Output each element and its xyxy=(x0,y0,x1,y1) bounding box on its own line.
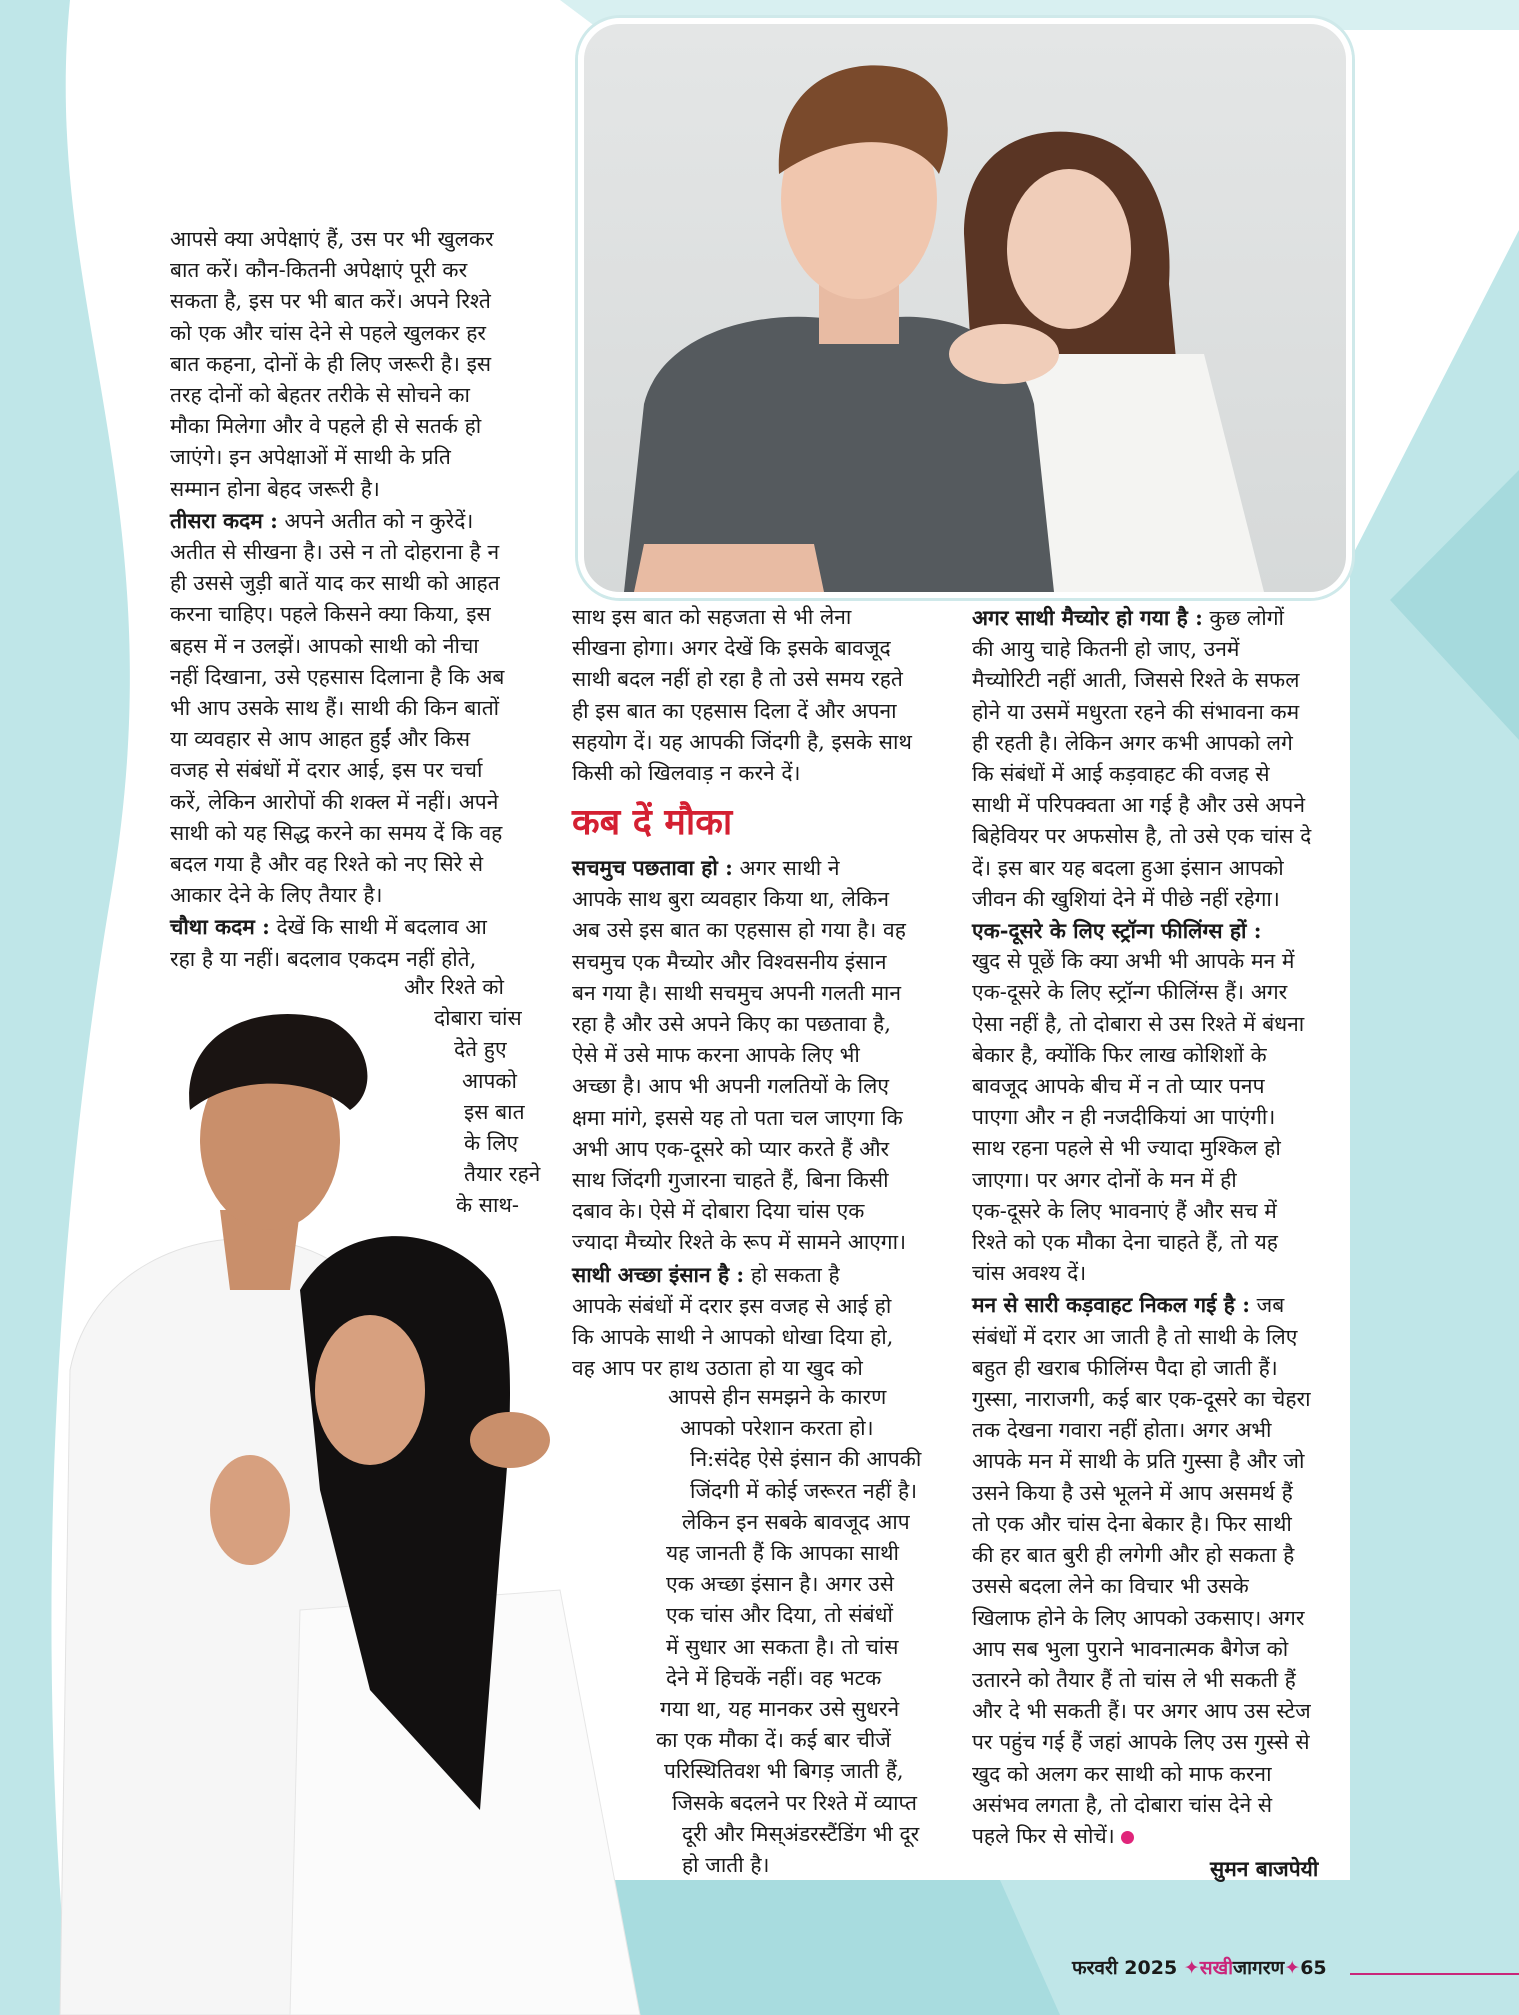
text-line: सकता है, इस पर भी बात करें। अपने रिश्ते xyxy=(170,289,491,314)
text-line: लेकिन इन सबके बावजूद आप xyxy=(682,1509,910,1534)
text-line: आपके साथ बुरा व्यवहार किया था, लेकिन xyxy=(572,887,890,912)
text-line: आकार देने के लिए तैयार है। xyxy=(170,883,383,908)
text-line: आपसे क्या अपेक्षाएं हैं, उस पर भी खुलकर xyxy=(170,227,494,251)
text-line: साथ इस बात को सहजता से भी लेना xyxy=(572,605,852,629)
text-line: रहा है और उसे अपने किए का पछतावा है, xyxy=(572,1012,891,1037)
text-line: एक-दूसरे के लिए स्ट्रॉन्ग फीलिंग्स हैं। अगर xyxy=(972,980,1288,1005)
text-line: जाएगा। पर अगर दोनों के मन में ही xyxy=(972,1167,1237,1192)
text-line: के साथ- xyxy=(456,1193,519,1218)
text-line: भी आप उसके साथ हैं। साथी की किन बातों xyxy=(170,696,500,721)
section-heading: कब दें मौका xyxy=(572,802,733,843)
text-line: बहुत ही खराब फीलिंग्स पैदा हो जाती हैं। xyxy=(972,1355,1278,1380)
text-line: अतीत से सीखना है। उसे न तो दोहराना है न xyxy=(170,540,500,565)
text-line: या व्यवहार से आप आहत हुईं और किस xyxy=(170,727,471,752)
text-line: अच्छा है। आप भी अपनी गलतियों के लिए xyxy=(572,1074,889,1099)
text-line: वह आप पर हाथ उठाता हो या खुद को xyxy=(572,1356,863,1381)
text-line: दूरी और मिस्अंडरस्टैंडिंग भी दूर xyxy=(682,1821,920,1846)
text-line: सम्मान होना बेहद जरूरी है। xyxy=(170,476,380,501)
text-line: उससे बदला लेने का विचार भी उसके xyxy=(972,1574,1249,1599)
text-line: इस बात xyxy=(464,1099,525,1124)
text-line: मौका मिलेगा और वे पहले ही से सतर्क हो xyxy=(170,414,482,439)
text-line: एक अच्छा इंसान है। अगर उसे xyxy=(666,1572,894,1597)
text-line: जिंदगी में कोई जरूरत नहीं है। xyxy=(690,1478,918,1503)
text-line: साथ जिंदगी गुजारना चाहते हैं, बिना किसी xyxy=(572,1168,889,1193)
issue-date: फरवरी 2025 xyxy=(1072,1957,1178,1979)
text-line: जाएंगे। इन अपेक्षाओं में साथी के प्रति xyxy=(170,445,451,470)
text-line: आपके मन में साथी के प्रति गुस्सा है और जो xyxy=(972,1449,1305,1474)
couple-photo-top xyxy=(578,18,1352,598)
text-line: खुद को अलग कर साथी को माफ करना xyxy=(972,1761,1272,1786)
text-line: आपसे हीन समझने के कारण xyxy=(668,1385,887,1409)
text-line: परिस्थितिवश भी बिगड़ जाती हैं, xyxy=(664,1759,904,1784)
text-line: एक-दूसरे के लिए भावनाएं हैं और सच में xyxy=(972,1198,1277,1223)
text-line: देते हुए xyxy=(454,1037,507,1062)
text-line: बेकार है, क्योंकि फिर लाख कोशिशों के xyxy=(972,1042,1267,1067)
text-line: सचमुच एक मैच्योर और विश्वसनीय इंसान xyxy=(572,949,887,974)
text-line: किसी को खिलवाड़ न करने दें। xyxy=(572,761,801,786)
text-line: के लिए xyxy=(464,1131,519,1156)
brand-name-a: सखी xyxy=(1199,1957,1234,1979)
text-line: की हर बात बुरी ही लगेगी और हो सकता है xyxy=(972,1543,1295,1568)
text-line: साथ रहना पहले से भी ज्यादा मुश्किल हो xyxy=(972,1136,1281,1161)
star-icon: ✦ xyxy=(1284,1957,1301,1979)
text-line: देखें कि साथी में बदलाव आ xyxy=(269,915,487,940)
subhead-label: सचमुच पछतावा हो : xyxy=(572,855,733,880)
text-line: सहयोग दें। यह आपकी जिंदगी है, इसके साथ xyxy=(572,729,912,754)
text-line: पाएगा और न ही नजदीकियां आ पाएंगी। xyxy=(972,1105,1276,1130)
subhead-label: मन से सारी कड़वाहट निकल गई है : xyxy=(972,1292,1250,1318)
text-line: की आयु चाहे कितनी हो जाए, उनमें xyxy=(972,637,1240,662)
text-line: अगर साथी ने xyxy=(732,856,840,880)
column-2-wrap xyxy=(0,1382,921,1881)
end-mark-icon xyxy=(1121,1831,1134,1844)
text-line: आपको परेशान करता हो। xyxy=(680,1416,874,1441)
text-line: साथी को यह सिद्ध करने का समय दें कि वह xyxy=(170,820,503,845)
author-byline: सुमन बाजपेयी xyxy=(1210,1856,1319,1881)
text-line: बदल गया है और वह रिश्ते को नए सिरे से xyxy=(170,852,484,877)
text-line: खिलाफ होने के लिए आपको उकसाए। अगर xyxy=(972,1605,1305,1630)
text-line: बात कहना, दोनों के ही लिए जरूरी है। इस xyxy=(170,351,492,376)
col1-intro xyxy=(170,224,504,505)
text-line: हो सकता है xyxy=(744,1262,840,1287)
text-line: संबंधों में दरार आ जाती है तो साथी के लिए xyxy=(972,1324,1298,1349)
text-line: आपको xyxy=(462,1068,517,1093)
text-line: चांस अवश्य दें। xyxy=(972,1261,1087,1286)
text-line: करें, लेकिन आरोपों की शक्ल में नहीं। अपने xyxy=(170,789,499,814)
step-4 xyxy=(170,911,504,974)
text-line: अभी आप एक-दूसरे को प्यार करते हैं और xyxy=(572,1136,890,1161)
text-line: ऐसा नहीं है, तो दोबारा से उस रिश्ते में बंधना xyxy=(972,1011,1305,1036)
text-line: दोबारा चांस xyxy=(434,1006,522,1031)
text-line: ही रहती है। लेकिन अगर कभी आपको लगे xyxy=(972,730,1293,755)
text-line: पहले फिर से सोचें। xyxy=(972,1823,1115,1848)
text-line: नि:संदेह ऐसे इंसान की आपकी xyxy=(690,1447,922,1472)
text-line: पर पहुंच गई हैं जहां आपके लिए उस गुस्से से xyxy=(972,1730,1310,1755)
couple-illustration-top xyxy=(584,24,1346,592)
text-line: यह जानती हैं कि आपका साथी xyxy=(666,1541,899,1566)
text-line: मैच्योरिटी नहीं आती, जिससे रिश्ते के सफल xyxy=(972,668,1300,693)
text-line: कुछ लोगों xyxy=(1202,606,1284,630)
text-line: रहा है या नहीं। बदलाव एकदम नहीं होते, xyxy=(170,946,477,971)
text-line: गुस्सा, नाराजगी, कई बार एक-दूसरे का चेहरा xyxy=(972,1387,1311,1412)
text-line: बन गया है। साथी सचमुच अपनी गलती मान xyxy=(572,980,902,1005)
text-line: बात करें। कौन-कितनी अपेक्षाएं पूरी कर xyxy=(170,258,468,283)
text-line: करना चाहिए। पहले किसने क्या किया, इस xyxy=(170,602,491,627)
star-icon: ✦ xyxy=(1183,1957,1200,1979)
text-line: वजह से संबंधों में दरार आई, इस पर चर्चा xyxy=(170,758,483,783)
text-line: बहस में न उलझें। आपको साथी को नीचा xyxy=(170,633,479,658)
text-line: रिश्ते को एक मौका देना चाहते हैं, तो यह xyxy=(972,1230,1278,1255)
text-line: गया था, यह मानकर उसे सुधरने xyxy=(660,1697,900,1722)
text-line: तो एक और चांस देना बेकार है। फिर साथी xyxy=(972,1511,1292,1536)
footer-rule xyxy=(1350,1973,1519,1975)
page-number: 65 xyxy=(1300,1957,1327,1979)
text-line: खुद से पूछें कि क्या अभी भी आपके मन में xyxy=(972,949,1295,974)
column-3 xyxy=(972,602,1311,1852)
text-line: आप सब भुला पुराने भावनात्मक बैगेज को xyxy=(972,1636,1289,1661)
text-line: ऐसे में उसे माफ करना आपके लिए भी xyxy=(572,1043,860,1068)
text-line: तैयार रहने xyxy=(464,1162,541,1187)
text-line: दबाव के। ऐसे में दोबारा दिया चांस एक xyxy=(572,1199,865,1224)
text-line: अपने अतीत को न कुरेदें। xyxy=(277,508,474,533)
page-footer xyxy=(1072,1954,1327,1980)
text-line: जब xyxy=(1249,1293,1285,1318)
step-4-label: चौथा कदम : xyxy=(170,914,270,940)
brand-name-b: जागरण xyxy=(1233,1957,1285,1979)
subhead-label: साथी अच्छा इंसान है : xyxy=(572,1261,745,1287)
text-line: तक देखना गवारा नहीं होता। अगर अभी xyxy=(972,1418,1272,1443)
text-line: असंभव लगता है, तो दोबारा चांस देने से xyxy=(972,1792,1273,1817)
text-line: दें। इस बार यह बदला हुआ इंसान आपको xyxy=(972,855,1284,880)
text-line: जीवन की खुशियां देने में पीछे नहीं रहेगा। xyxy=(972,886,1280,911)
text-line: आपके संबंधों में दरार इस वजह से आई हो xyxy=(572,1293,892,1318)
text-line: ही उससे जुड़ी बातें याद कर साथी को आहत xyxy=(170,571,500,596)
text-line: अब उसे इस बात का एहसास हो गया है। वह xyxy=(572,918,906,943)
text-line: नहीं दिखाना, उसे एहसास दिलाना है कि अब xyxy=(170,664,505,689)
text-line: क्षमा मांगे, इससे यह तो पता चल जाएगा कि xyxy=(572,1105,903,1130)
text-line: कि आपके साथी ने आपको धोखा दिया हो, xyxy=(572,1325,894,1350)
text-line: को एक और चांस देने से पहले खुलकर हर xyxy=(170,320,486,345)
column-2-body xyxy=(572,852,906,1384)
text-line: बावजूद आपके बीच में न तो प्यार पनप xyxy=(972,1074,1265,1099)
step-3-label: तीसरा कदम : xyxy=(170,507,278,533)
text-line: जिसके बदलने पर रिश्ते में व्याप्त xyxy=(672,1790,917,1815)
text-line: उतारने को तैयार हैं तो चांस ले भी सकती हैं xyxy=(972,1667,1296,1692)
text-line: उसने किया है उसे भूलने में आप असमर्थ हैं xyxy=(972,1480,1293,1505)
text-line: हो जाती है। xyxy=(682,1853,770,1878)
text-line: साथी बदल नहीं हो रहा है तो उसे समय रहते xyxy=(572,667,903,692)
column-2 xyxy=(572,602,912,789)
text-line: और दे भी सकती हैं। पर अगर आप उस स्टेज xyxy=(972,1699,1311,1724)
text-line: ज्यादा मैच्योर रिश्ते के रूप में सामने आएगा। xyxy=(572,1230,907,1255)
text-line: देने में हिचकें नहीं। वह भटक xyxy=(666,1665,882,1690)
text-line: कि संबंधों में आई कड़वाहट की वजह से xyxy=(972,762,1270,787)
text-line: और रिश्ते को xyxy=(404,975,504,999)
text-line: में सुधार आ सकता है। तो चांस xyxy=(666,1634,899,1659)
subhead-label: एक-दूसरे के लिए स्ट्रॉन्ग फीलिंग्स हों : xyxy=(972,918,1262,944)
text-line: होने या उसमें मधुरता रहने की संभावना कम xyxy=(972,699,1300,724)
column-1-wrap xyxy=(404,972,540,1222)
text-line: तरह दोनों को बेहतर तरीके से सोचने का xyxy=(170,383,470,408)
text-line: सीखना होगा। अगर देखें कि इसके बावजूद xyxy=(572,636,891,661)
text-line: साथी में परिपक्वता आ गई है और उसे अपने xyxy=(972,793,1306,818)
column-1 xyxy=(170,224,504,975)
subhead-label: अगर साथी मैच्योर हो गया है : xyxy=(972,605,1203,630)
step-3 xyxy=(170,505,504,912)
text-line: बिहेवियर पर अफसोस है, तो उसे एक चांस दे xyxy=(972,824,1312,849)
text-line: ही इस बात का एहसास दिला दें और अपना xyxy=(572,698,897,723)
text-line: का एक मौका दें। कई बार चीजें xyxy=(656,1728,891,1753)
text-line: एक चांस और दिया, तो संबंधों xyxy=(666,1603,893,1628)
